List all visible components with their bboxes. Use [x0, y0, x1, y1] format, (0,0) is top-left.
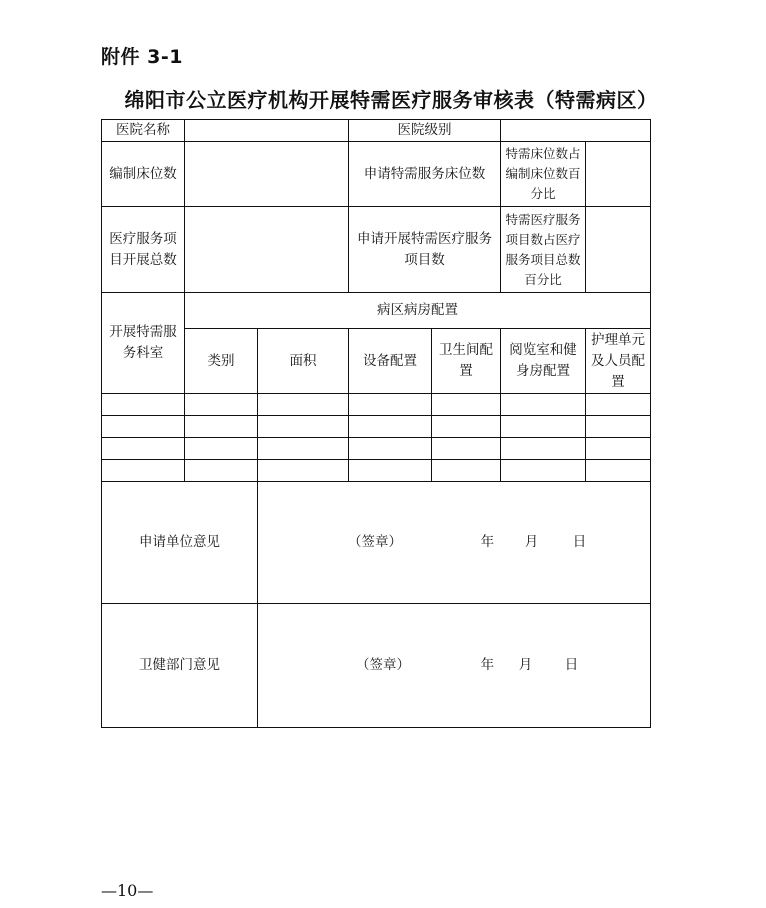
table-cell[interactable] [349, 460, 432, 482]
page-title: 绵阳市公立医疗机构开展特需医疗服务审核表（特需病区） [124, 88, 658, 112]
table-cell[interactable] [258, 394, 349, 416]
column-nursing: 护理单元及人员配置 [586, 329, 651, 394]
column-type: 类别 [185, 329, 258, 394]
table-cell[interactable] [586, 416, 651, 438]
table-row [102, 460, 651, 482]
hospital-level-label: 医院级别 [349, 120, 501, 142]
special-bed-pct-field[interactable] [586, 142, 651, 207]
applicant-opinion-field[interactable] [258, 482, 651, 604]
health-dept-opinion-label: 卫健部门意见 [102, 604, 258, 728]
table-cell[interactable] [586, 460, 651, 482]
applicant-opinion-label: 申请单位意见 [102, 482, 258, 604]
table-cell[interactable] [586, 438, 651, 460]
table-cell[interactable] [185, 438, 258, 460]
dept-label: 开展特需服务科室 [102, 293, 185, 394]
table-cell[interactable] [258, 438, 349, 460]
table-cell[interactable] [432, 460, 501, 482]
service-total-field[interactable] [185, 207, 349, 293]
special-bed-label: 申请特需服务床位数 [349, 142, 501, 207]
ward-config-label: 病区病房配置 [185, 293, 651, 329]
table-cell[interactable] [586, 394, 651, 416]
special-service-pct-label: 特需医疗服务项目数占医疗服务项目总数百分比 [501, 207, 586, 293]
table-row [102, 416, 651, 438]
column-area: 面积 [258, 329, 349, 394]
table-row [102, 438, 651, 460]
hospital-level-field[interactable] [501, 120, 651, 142]
special-bed-pct-label: 特需床位数占编制床位数百分比 [501, 142, 586, 207]
table-cell[interactable] [501, 438, 586, 460]
applicant-seal-label: （签章） [348, 534, 402, 550]
health-day-label: 日 [564, 657, 579, 673]
health-month-label: 月 [518, 657, 533, 673]
special-service-pct-field[interactable] [586, 207, 651, 293]
table-cell[interactable] [185, 460, 258, 482]
table-cell[interactable] [432, 438, 501, 460]
table-cell[interactable] [102, 438, 185, 460]
table-cell[interactable] [102, 460, 185, 482]
special-service-label: 申请开展特需医疗服务项目数 [349, 207, 501, 293]
health-dept-opinion-field[interactable] [258, 604, 651, 728]
table-cell[interactable] [258, 460, 349, 482]
applicant-day-label: 日 [572, 534, 587, 550]
health-year-label: 年 [480, 657, 495, 673]
table-cell[interactable] [432, 416, 501, 438]
table-cell[interactable] [102, 394, 185, 416]
table-cell[interactable] [349, 416, 432, 438]
column-reading-gym: 阅览室和健身房配置 [501, 329, 586, 394]
table-row [102, 394, 651, 416]
table-cell[interactable] [432, 394, 501, 416]
health-seal-label: （签章） [356, 657, 410, 673]
applicant-year-label: 年 [480, 534, 495, 550]
service-total-label: 医疗服务项目开展总数 [102, 207, 185, 293]
table-cell[interactable] [501, 460, 586, 482]
table-cell[interactable] [349, 438, 432, 460]
hospital-name-label: 医院名称 [102, 120, 185, 142]
bed-count-label: 编制床位数 [102, 142, 185, 207]
review-form-table [101, 119, 651, 728]
hospital-name-field[interactable] [185, 120, 349, 142]
table-cell[interactable] [102, 416, 185, 438]
table-cell[interactable] [501, 394, 586, 416]
table-cell[interactable] [185, 394, 258, 416]
table-cell[interactable] [349, 394, 432, 416]
table-cell[interactable] [258, 416, 349, 438]
applicant-month-label: 月 [524, 534, 539, 550]
table-cell[interactable] [185, 416, 258, 438]
attachment-label: 附件 3-1 [101, 46, 183, 68]
column-bathroom: 卫生间配置 [432, 329, 501, 394]
page-number: —10— [101, 881, 154, 900]
table-cell[interactable] [501, 416, 586, 438]
bed-count-field[interactable] [185, 142, 349, 207]
column-equipment: 设备配置 [349, 329, 432, 394]
